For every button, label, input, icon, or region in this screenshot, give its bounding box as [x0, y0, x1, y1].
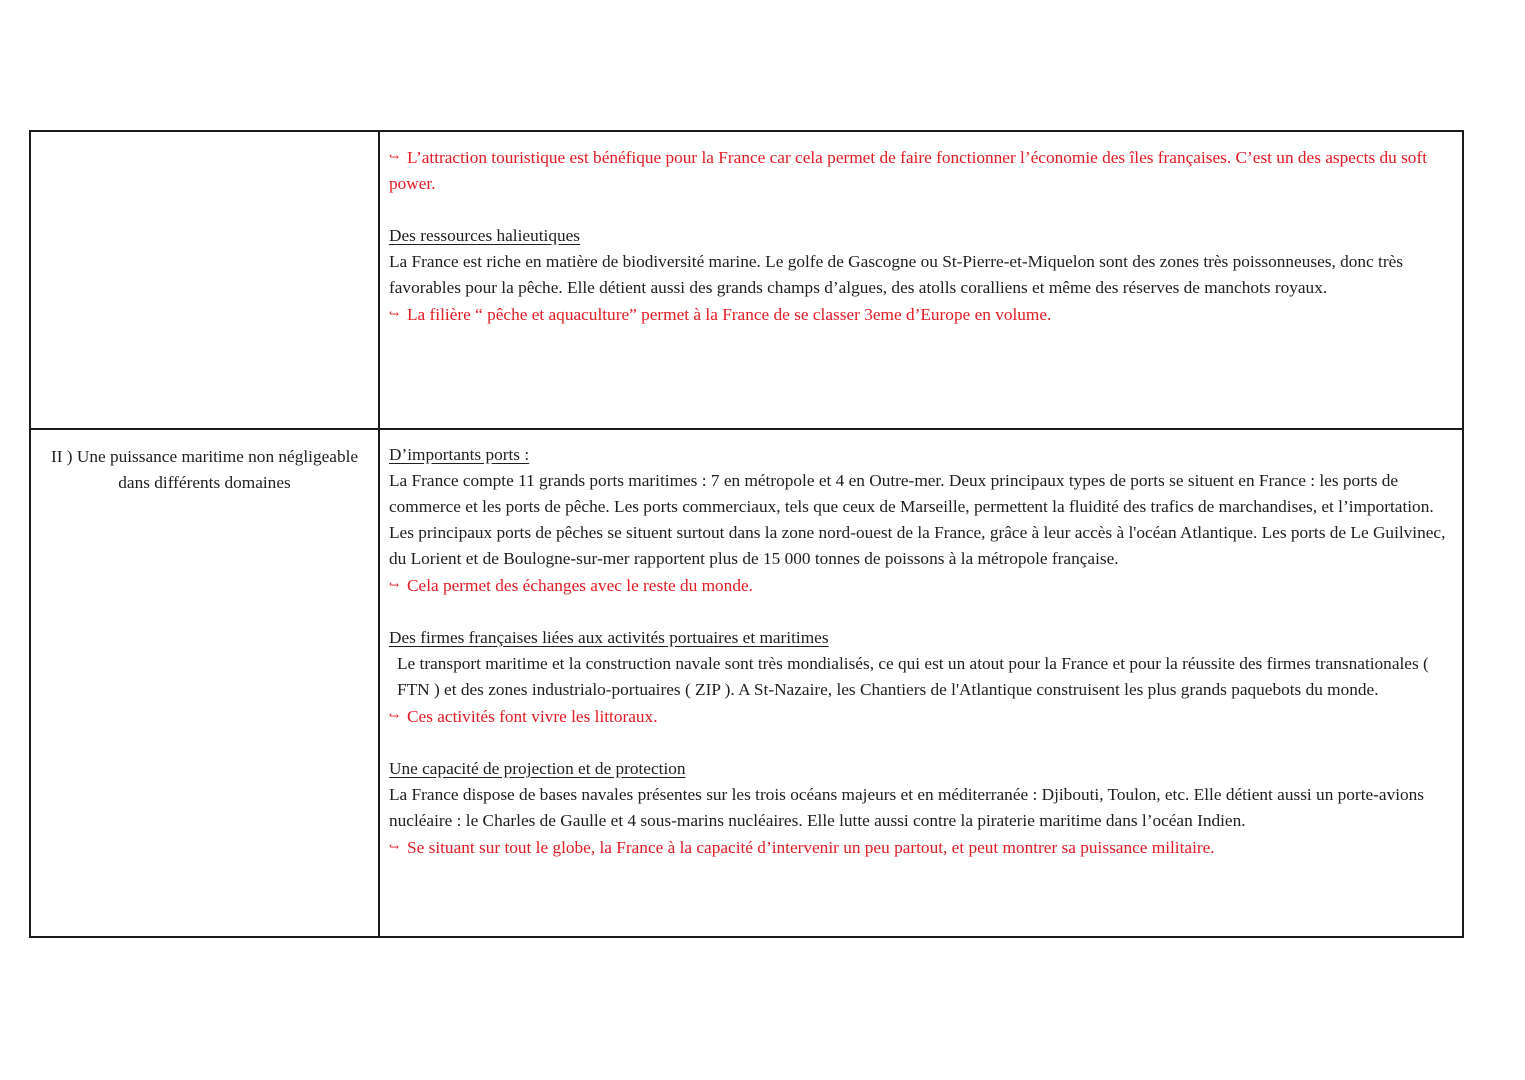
- hook-arrow-icon: ↪: [389, 307, 400, 321]
- note-projection: [389, 834, 1452, 861]
- note-ports-text: Cela permet des échanges avec le reste du monde.: [407, 576, 753, 595]
- row-2-content-cell: [379, 429, 1463, 937]
- note-fish-resources: [389, 301, 1452, 328]
- content-table: [29, 130, 1464, 938]
- note-tourism: [389, 144, 1452, 197]
- table-row: [30, 131, 1463, 429]
- row-1-title-cell: [30, 131, 379, 429]
- table-row: [30, 429, 1463, 937]
- heading-projection: Une capacité de projection et de protection: [389, 759, 686, 778]
- note-firms-text: Ces activités font vivre les littoraux.: [407, 707, 658, 726]
- note-fish-text: La filière “ pêche et aquaculture” permet à la France de se classer 3eme d’Europe en volume.: [407, 305, 1052, 324]
- heading-fish-resources: Des ressources halieutiques: [389, 226, 580, 245]
- hook-arrow-icon: ↪: [389, 578, 400, 592]
- body-fish-resources: La France est riche en matière de biodiversité marine. Le golfe de Gascogne ou St-Pierre-et-Miquelon sont des zones très poissonneuses, donc très favorables pour la pêche. Elle détient aussi des grands champs d’algues, des atolls coralliens et même des réserves de manchots royaux.: [389, 252, 1403, 297]
- hook-arrow-icon: ↪: [389, 709, 400, 723]
- note-firms: [389, 703, 1452, 730]
- row-1-content-cell: [379, 131, 1463, 429]
- hook-arrow-icon: ↪: [389, 150, 400, 164]
- body-ports: La France compte 11 grands ports maritimes : 7 en métropole et 4 en Outre-mer. Deux principaux types de ports se situent en France : les ports de commerce et les ports de pêche. Les ports commerciaux, tels que ceux de Marseille, permettent la fluidité des trafics de marchandises, et l’importation. Les principaux ports de pêches se situent surtout dans la zone nord-ouest de la France, grâce à leur accès à l'océan Atlantique. Les ports de Le Guilvinec, du Lorient et de Boulogne-sur-mer rapportent plus de 15 000 tonnes de poissons à la métropole française.: [389, 471, 1446, 568]
- heading-firms: Des firmes françaises liées aux activités portuaires et maritimes: [389, 628, 829, 647]
- note-ports: [389, 572, 1452, 599]
- note-tourism-text: L’attraction touristique est bénéfique pour la France car cela permet de faire fonctionner l’économie des îles françaises. C’est un des aspects du soft power.: [389, 148, 1428, 193]
- heading-ports: D’importants ports :: [389, 445, 530, 464]
- note-projection-text: Se situant sur tout le globe, la France à la capacité d’intervenir un peu partout, et peut montrer sa puissance militaire.: [407, 838, 1215, 857]
- body-firms: Le transport maritime et la construction navale sont très mondialisés, ce qui est un atout pour la France et pour la réussite des firmes transnationales ( FTN ) et des zones industrialo-portuaires ( ZIP ). A St-Nazaire, les Chantiers de l'Atlantique construisent les plus grands paquebots du monde.: [397, 654, 1429, 699]
- row-2-title-cell: [30, 429, 379, 937]
- section-title: II ) Une puissance maritime non négligeable dans différents domaines: [50, 447, 359, 492]
- body-projection: La France dispose de bases navales présentes sur les trois océans majeurs et en méditerranée : Djibouti, Toulon, etc. Elle détient aussi un porte-avions nucléaire : le Charles de Gaulle et 4 sous-marins nucléaires. Elle lutte aussi contre la piraterie maritime dans l’océan Indien.: [389, 785, 1425, 830]
- hook-arrow-icon: ↪: [389, 840, 400, 854]
